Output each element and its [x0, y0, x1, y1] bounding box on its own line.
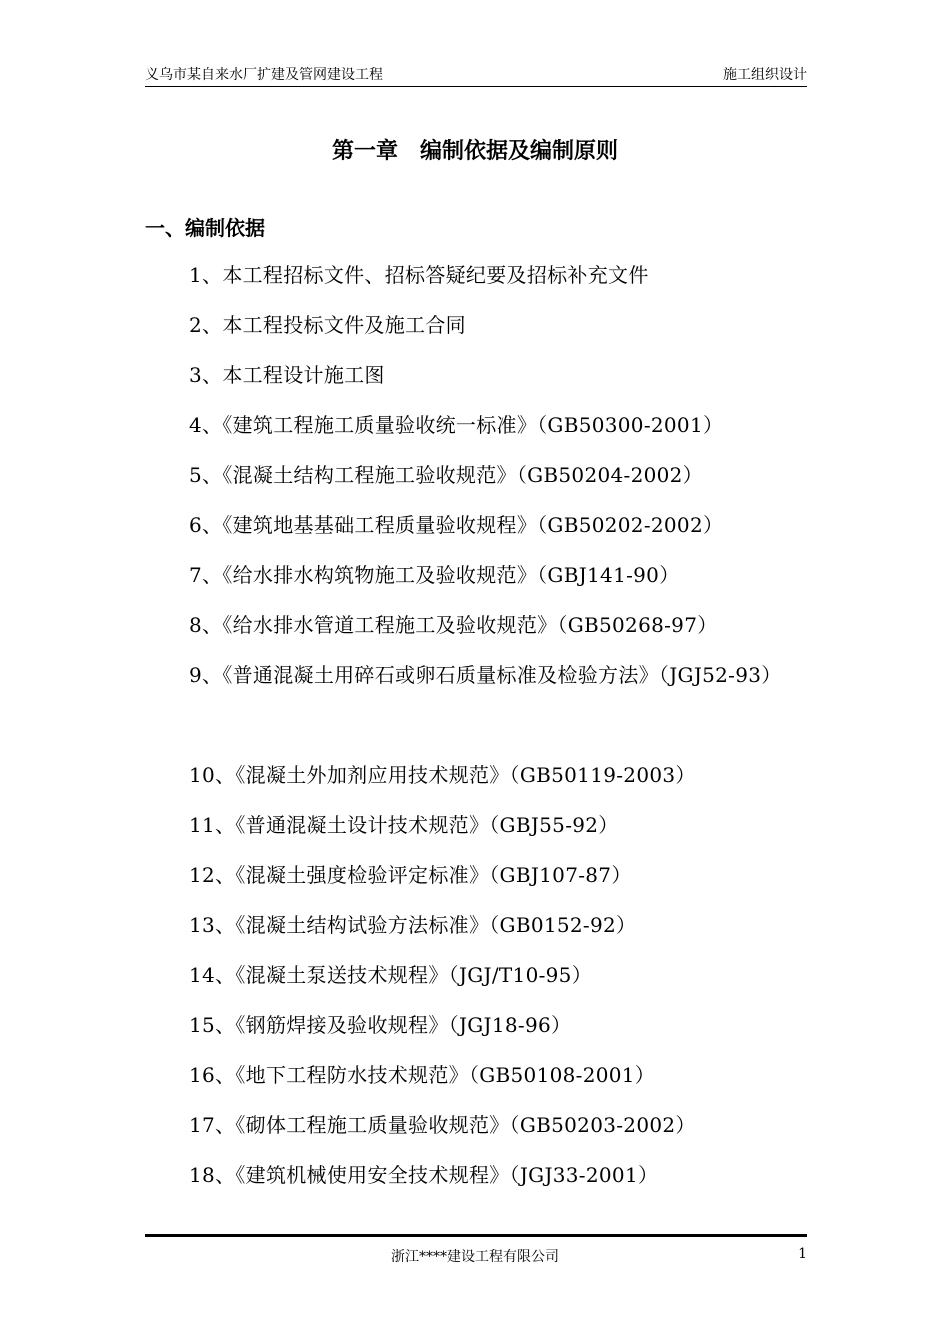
list-item: 2、本工程投标文件及施工合同 — [189, 313, 466, 337]
list-item: 18、《建筑机械使用安全技术规程》（JGJ33-2001） — [189, 1163, 659, 1187]
list-item: 7、《给水排水构筑物施工及验收规范》（GBJ141-90） — [189, 563, 680, 587]
list-item: 13、《混凝土结构试验方法标准》（GB0152-92） — [189, 913, 637, 937]
list-item: 17、《砌体工程施工质量验收规范》（GB50203-2002） — [189, 1113, 696, 1137]
footer-company: 浙江****建设工程有限公司 — [391, 1249, 559, 1265]
list-item: 11、《普通混凝土设计技术规范》（GBJ55-92） — [189, 813, 619, 837]
list-item: 1、本工程招标文件、招标答疑纪要及招标补充文件 — [189, 263, 649, 287]
list-item: 14、《混凝土泵送技术规程》（JGJ/T10-95） — [189, 963, 592, 987]
header-project-name: 义乌市某自来水厂扩建及管网建设工程 — [145, 67, 383, 83]
list-item: 10、《混凝土外加剂应用技术规范》（GB50119-2003） — [189, 763, 696, 787]
page-header — [145, 64, 807, 87]
footer-divider — [145, 1234, 807, 1237]
list-item: 4、《建筑工程施工质量验收统一标准》（GB50300-2001） — [189, 413, 724, 437]
list-item: 5、《混凝土结构工程施工验收规范》（GB50204-2002） — [189, 463, 703, 487]
list-item: 6、《建筑地基基础工程质量验收规程》（GB50202-2002） — [189, 513, 724, 537]
list-item: 3、本工程设计施工图 — [189, 363, 385, 387]
list-item: 8、《给水排水管道工程施工及验收规范》（GB50268-97） — [189, 613, 718, 637]
basis-list — [145, 250, 807, 1200]
page-number: 1 — [798, 1246, 807, 1262]
header-document-type: 施工组织设计 — [723, 67, 807, 83]
list-item: 12、《混凝土强度检验评定标准》（GBJ107-87） — [189, 863, 632, 887]
list-item: 16、《地下工程防水技术规范》（GB50108-2001） — [189, 1063, 656, 1087]
chapter-title: 第一章 编制依据及编制原则 — [331, 139, 618, 164]
list-item: 9、《普通混凝土用碎石或卵石质量标准及检验方法》（JGJ52-93） — [189, 663, 782, 687]
section-title: 一、编制依据 — [145, 216, 265, 240]
list-item: 15、《钢筋焊接及验收规程》（JGJ18-96） — [189, 1013, 572, 1037]
